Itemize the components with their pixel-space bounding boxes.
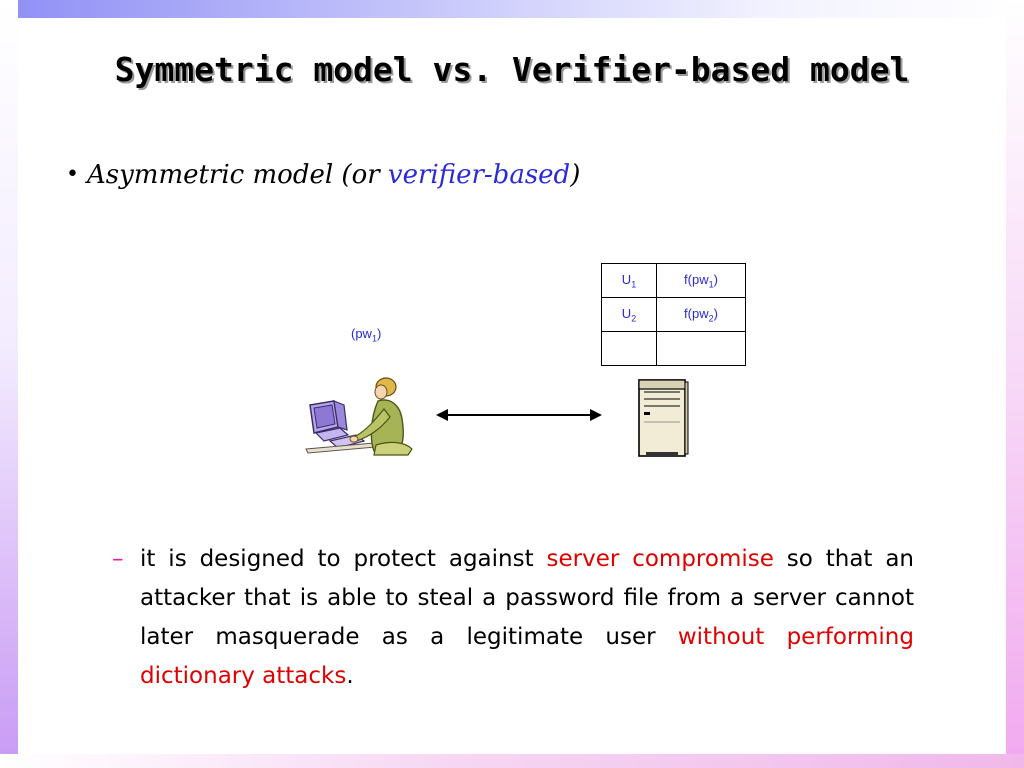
table-cell-empty — [602, 332, 657, 366]
sub-bullet-marker: – — [112, 546, 124, 572]
slide-title: Symmetric model vs. Verifier-based model — [114, 50, 910, 89]
verifier-table — [601, 263, 746, 366]
table-cell-verifier: $f(pw_1)$ — [657, 264, 746, 298]
client-password-label: $(pw_1)$ — [351, 326, 382, 344]
highlight-server-compromise: server compromise — [546, 546, 774, 572]
double-arrow-icon — [434, 405, 604, 425]
table-cell-user: $U_2$ — [602, 298, 657, 332]
bullet-text: Asymmetric model (or — [86, 160, 388, 190]
sub-bullet-text: it is designed to protect against server compromise so that an attacker that is able to steal a password file from a server cannot later masquerade as a legitimate user without performing dictionary attacks. — [140, 546, 914, 689]
server-icon — [636, 378, 690, 460]
table-row — [602, 264, 746, 298]
bullet-marker: • — [66, 162, 79, 187]
main-bullet — [66, 160, 580, 190]
bullet-text-end: ) — [570, 160, 581, 190]
bullet-highlight: verifier-based — [387, 160, 571, 190]
user-at-computer-icon — [304, 375, 416, 457]
right-gradient-border — [1006, 0, 1024, 768]
highlight-dictionary-attacks: without performing dictionary attacks — [140, 624, 914, 689]
sub-bullet — [112, 540, 914, 696]
table-cell-verifier: $f(pw_2)$ — [657, 298, 746, 332]
left-gradient-border — [0, 0, 18, 768]
table-row — [602, 332, 746, 366]
top-gradient-border — [0, 0, 1024, 18]
table-cell-empty — [657, 332, 746, 366]
table-cell-user: $U_1$ — [602, 264, 657, 298]
bottom-gradient-border — [0, 754, 1024, 768]
table-row — [602, 298, 746, 332]
